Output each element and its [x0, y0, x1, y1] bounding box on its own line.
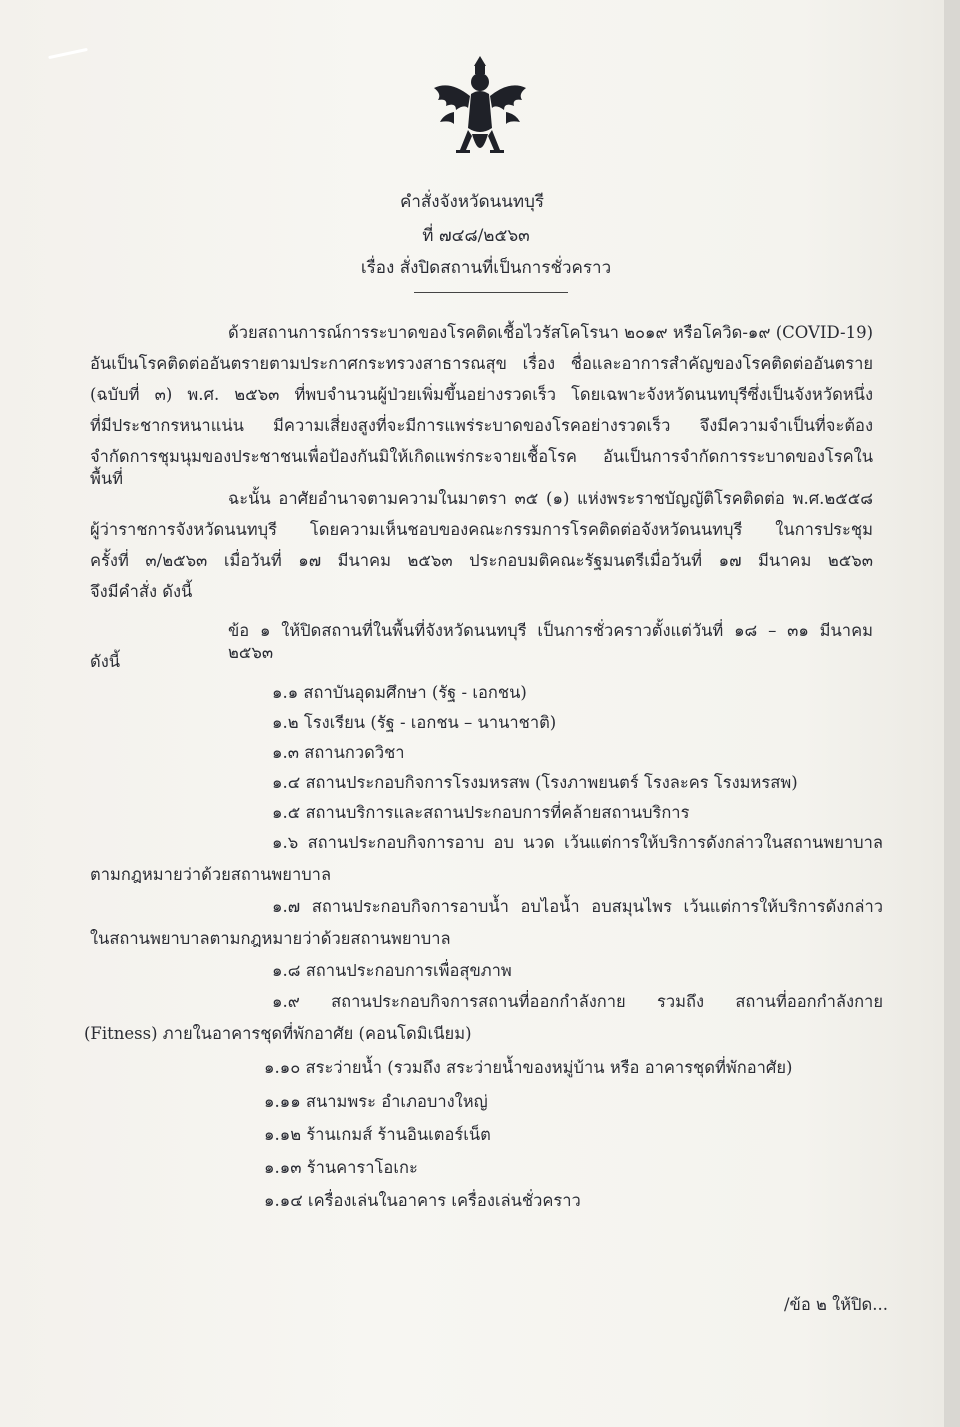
list-item: ๑.๓ สถานกวดวิชา — [272, 743, 405, 762]
preamble-line-1: ด้วยสถานการณ์การระบาดของโรคติดเชื้อไวรัสโคโรนา ๒๐๑๙ หรือโควิด-๑๙ (COVID-19) — [228, 323, 874, 342]
list-item: ๑.๑ สถาบันอุดมศึกษา (รัฐ - เอกชน) — [272, 683, 527, 702]
order-title: คำสั่งจังหวัดนนทบุรี — [399, 192, 545, 212]
authority-line-3: ครั้งที่ ๓/๒๕๖๓ เมื่อวันที่ ๑๗ มีนาคม ๒๕๖๓ ประกอบมติคณะรัฐมนตรีเมื่อวันที่ ๑๗ มีนาคม ๒๕๖๓ — [90, 551, 873, 570]
list-item-continuation: (Fitness) ภายในอาคารชุดที่พักอาศัย (คอนโดมิเนียม) — [84, 1024, 472, 1043]
list-item: ๑.๕ สถานบริการและสถานประกอบการที่คล้ายสถานบริการ — [272, 803, 690, 822]
list-item: ๑.๖ สถานประกอบกิจการอาบ อบ นวด เว้นแต่การให้บริการดังกล่าวในสถานพยาบาล — [272, 833, 883, 852]
list-item: ๑.๔ สถานประกอบกิจการโรงมหรสพ (โรงภาพยนตร์ โรงละคร โรงมหรสพ) — [272, 773, 798, 792]
preamble-line-3: (ฉบับที่ ๓) พ.ศ. ๒๕๖๓ ที่พบจำนวนผู้ป่วยเพิ่มขึ้นอย่างรวดเร็ว โดยเฉพาะจังหวัดนนทบุรีซึ่งเป็นจังหวัดหนึ่ง — [90, 385, 873, 404]
header-divider — [414, 292, 568, 293]
list-item: ๑.๑๒ ร้านเกมส์ ร้านอินเตอร์เน็ต — [264, 1125, 491, 1144]
list-item: ๑.๙ สถานประกอบกิจการสถานที่ออกกำลังกาย รวมถึง สถานที่ออกกำลังกาย — [272, 992, 883, 1011]
authority-line-2: ผู้ว่าราชการจังหวัดนนทบุรี โดยความเห็นชอบของคณะกรรมการโรคติดต่อจังหวัดนนทบุรี ในการประชุม — [90, 520, 873, 539]
garuda-emblem-icon — [420, 50, 540, 168]
order-subject: เรื่อง สั่งปิดสถานที่เป็นการชั่วคราว — [360, 258, 612, 278]
list-item: ๑.๑๑ สนามพระ อำเภอบางใหญ่ — [264, 1092, 488, 1111]
list-item: ๑.๒ โรงเรียน (รัฐ - เอกชน – นานาชาติ) — [272, 713, 557, 732]
authority-line-4: จึงมีคำสั่ง ดังนี้ — [90, 582, 193, 601]
clause1-line-1: ข้อ ๑ ให้ปิดสถานที่ในพื้นที่จังหวัดนนทบุรี เป็นการชั่วคราวตั้งแต่วันที่ ๑๘ – ๓๑ มีนาคม ๒๕๖๓ — [228, 621, 873, 662]
preamble-line-4: ที่มีประชากรหนาแน่น มีความเสี่ยงสูงที่จะมีการแพร่ระบาดของโรคอย่างรวดเร็ว จึงมีความจำเป็นที่จะต้อง — [90, 416, 873, 435]
list-item: ๑.๑๔ เครื่องเล่นในอาคาร เครื่องเล่นชั่วคราว — [264, 1191, 581, 1210]
authority-line-1: ฉะนั้น อาศัยอำนาจตามความในมาตรา ๓๕ (๑) แห่งพระราชบัญญัติโรคติดต่อ พ.ศ.๒๕๕๘ — [228, 489, 873, 508]
preamble-line-2: อันเป็นโรคติดต่ออันตรายตามประกาศกระทรวงสาธารณสุข เรื่อง ชื่อและอาการสำคัญของโรคติดต่ออันตราย — [90, 354, 873, 373]
list-item-continuation: ตามกฎหมายว่าด้วยสถานพยาบาล — [90, 865, 332, 884]
list-item: ๑.๑๓ ร้านคาราโอเกะ — [264, 1158, 418, 1177]
page-edge — [944, 0, 960, 1427]
order-number: ที่ ๗๔๘/๒๕๖๓ — [422, 226, 530, 246]
list-item-continuation: ในสถานพยาบาลตามกฎหมายว่าด้วยสถานพยาบาล — [90, 929, 451, 948]
clause1-line-2: ดังนี้ — [90, 652, 121, 671]
preamble-line-5: จำกัดการชุมนุมของประชาชนเพื่อป้องกันมิให้เกิดแพร่กระจายเชื้อโรค อันเป็นการจำกัดการระบาดของโรคในพื้นที่ — [90, 447, 873, 488]
page-continuation: /ข้อ ๒ ให้ปิด... — [784, 1295, 888, 1314]
list-item: ๑.๘ สถานประกอบการเพื่อสุขภาพ — [272, 961, 512, 980]
list-item: ๑.๑๐ สระว่ายน้ำ (รวมถึง สระว่ายน้ำของหมู่บ้าน หรือ อาคารชุดที่พักอาศัย) — [264, 1058, 793, 1077]
list-item: ๑.๗ สถานประกอบกิจการอาบน้ำ อบไอน้ำ อบสมุนไพร เว้นแต่การให้บริการดังกล่าว — [272, 897, 883, 916]
